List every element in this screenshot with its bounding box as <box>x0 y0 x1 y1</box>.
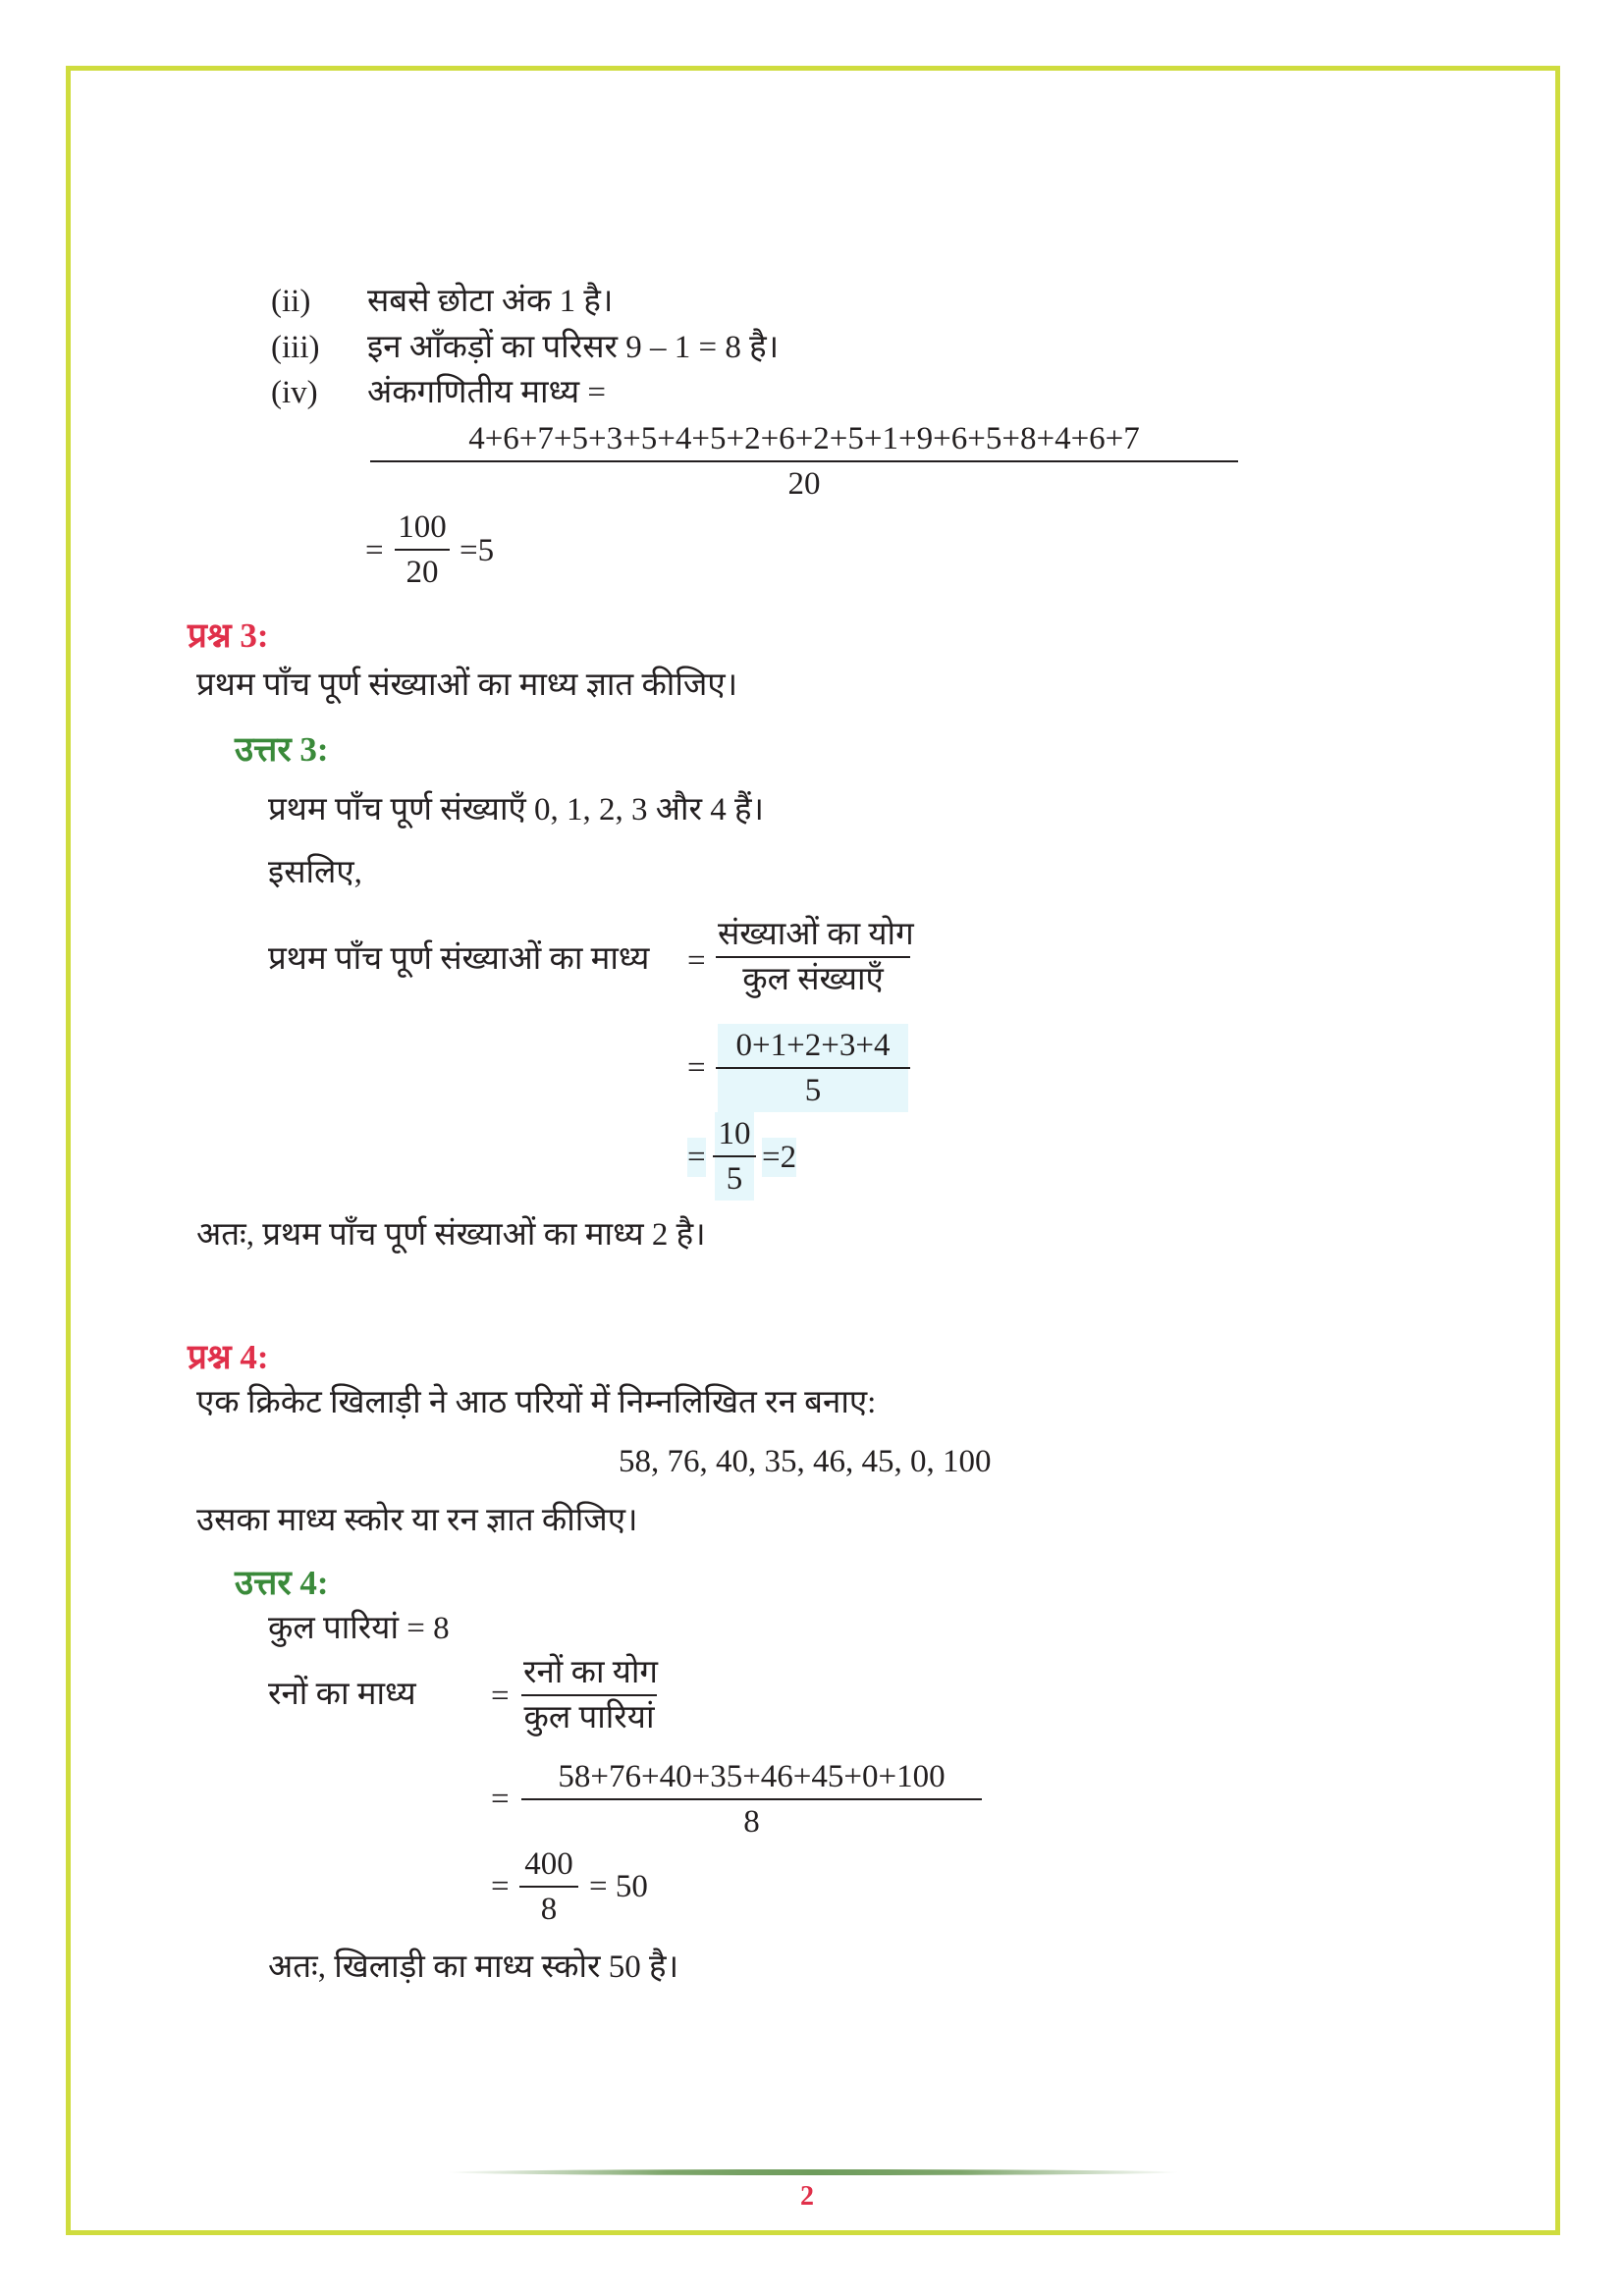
fraction-denominator: 20 <box>787 466 821 502</box>
mean-label: प्रथम पाँच पूर्ण संख्याओं का माध्य <box>268 941 650 977</box>
fraction-denominator: 8 <box>540 1892 558 1927</box>
sum-fraction <box>718 1024 908 1112</box>
formula-fraction <box>718 913 914 1001</box>
answer-4-line: कुल पारियां = 8 <box>268 1611 450 1646</box>
result-value: = 50 <box>589 1869 648 1904</box>
fraction-denominator: 5 <box>804 1073 822 1108</box>
question-4-text: उसका माध्य स्कोर या रन ज्ञात कीजिए। <box>196 1503 638 1538</box>
equals-sign: = <box>687 1140 706 1175</box>
mean-label: रनों का माध्य <box>268 1677 416 1712</box>
sum-fraction <box>523 1755 980 1843</box>
question-3-text: प्रथम पाँच पूर्ण संख्याओं का माध्य ज्ञात कीजिए। <box>196 667 738 703</box>
fraction-denominator: कुल पारियां <box>523 1700 655 1735</box>
fraction-denominator: 8 <box>743 1804 760 1840</box>
equals-sign: = <box>365 533 384 568</box>
question-4-heading: प्रश्न 4: <box>188 1338 269 1376</box>
equals-sign: = <box>491 1679 510 1714</box>
item-label: (iv) <box>271 375 318 410</box>
equals-sign: = <box>491 1782 510 1817</box>
result-fraction <box>397 506 448 594</box>
formula-fraction <box>523 1651 659 1739</box>
equals-sign: = <box>687 943 706 979</box>
fraction-numerator: 400 <box>519 1842 578 1888</box>
answer-4-conclusion: अतः, खिलाड़ी का माध्य स्कोर 50 है। <box>268 1949 679 1985</box>
item-label: (iii) <box>271 330 320 365</box>
equals-sign: = <box>687 1050 706 1086</box>
equals-sign: = <box>491 1869 510 1904</box>
result-value: =2 <box>762 1140 797 1175</box>
result-fraction <box>521 1842 576 1931</box>
item-text: सबसे छोटा अंक 1 है। <box>367 284 614 319</box>
fraction-denominator: कुल संख्याएँ <box>742 962 884 997</box>
fraction-numerator: संख्याओं का योग <box>716 913 910 958</box>
answer-3-line: इसलिए, <box>268 855 362 890</box>
question-3-heading: प्रश्न 3: <box>188 616 269 655</box>
fraction-numerator: 100 <box>395 506 450 551</box>
fraction-numerator: 10 <box>713 1112 756 1157</box>
fraction-numerator: 0+1+2+3+4 <box>716 1024 910 1069</box>
fraction-numerator: 4+6+7+5+3+5+4+5+2+6+2+5+1+9+6+5+8+4+6+7 <box>370 417 1238 462</box>
answer-3-heading: उत्तर 3: <box>235 730 329 769</box>
fraction-denominator: 5 <box>726 1161 743 1197</box>
answer-3-conclusion: अतः, प्रथम पाँच पूर्ण संख्याओं का माध्य 2 है। <box>196 1217 706 1253</box>
page-number: 2 <box>800 2181 814 2212</box>
score-list: 58, 76, 40, 35, 46, 45, 0, 100 <box>619 1444 992 1479</box>
fraction-numerator: रनों का योग <box>521 1651 657 1696</box>
item-text: अंकगणितीय माध्य = <box>367 375 606 410</box>
sum-fraction <box>372 417 1236 506</box>
answer-3-line: प्रथम पाँच पूर्ण संख्याएँ 0, 1, 2, 3 और 4 हैं। <box>268 792 765 828</box>
item-label: (ii) <box>271 284 311 319</box>
answer-4-heading: उत्तर 4: <box>235 1564 329 1602</box>
item-text: इन आँकड़ों का परिसर 9 – 1 = 8 है। <box>367 330 780 365</box>
fraction-denominator: 20 <box>406 555 439 590</box>
question-4-text: एक क्रिकेट खिलाड़ी ने आठ परियों में निम्नलिखित रन बनाए: <box>196 1385 877 1420</box>
result-value: =5 <box>460 533 495 568</box>
fraction-numerator: 58+76+40+35+46+45+0+100 <box>521 1755 982 1800</box>
footer-divider <box>447 2169 1179 2175</box>
result-fraction <box>715 1112 754 1201</box>
